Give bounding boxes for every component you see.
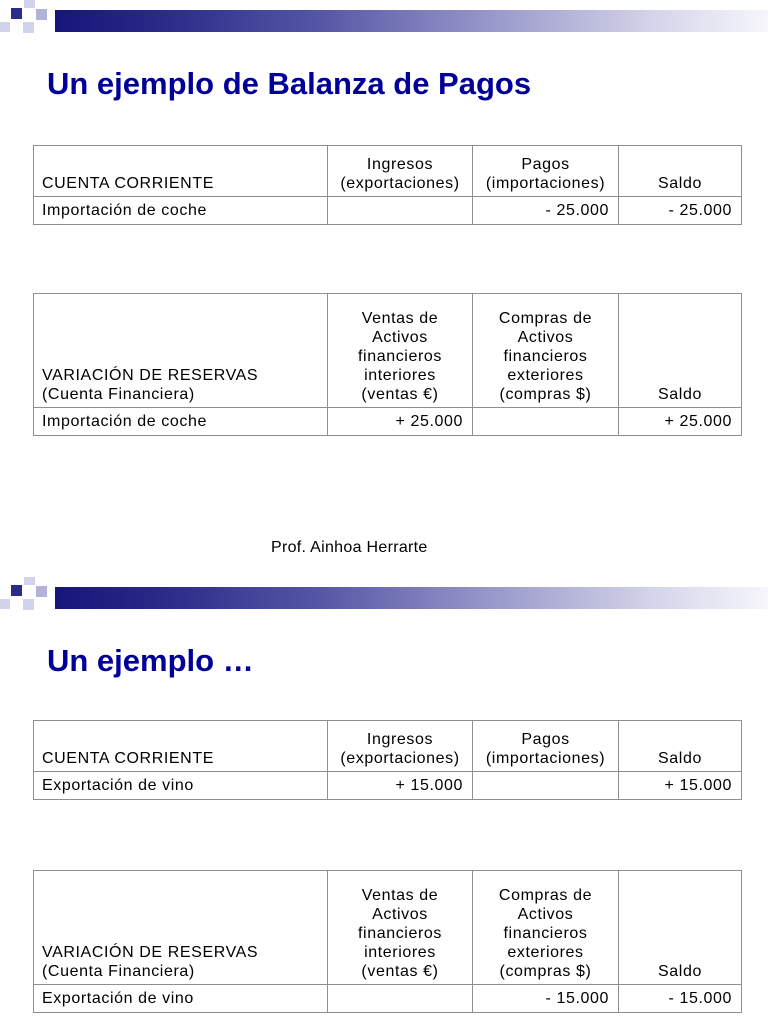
table-header-cell: Pagos (importaciones) xyxy=(473,146,619,197)
table-cell: - 25.000 xyxy=(473,197,619,225)
decoration-square xyxy=(24,0,35,8)
header-decoration xyxy=(0,0,768,36)
table-cell: - 15.000 xyxy=(473,985,619,1013)
decoration-square xyxy=(23,599,34,610)
decoration-square xyxy=(11,585,22,596)
slide-title: Un ejemplo de Balanza de Pagos xyxy=(47,66,532,101)
table-header-row xyxy=(34,721,742,772)
slide-2 xyxy=(0,577,768,1024)
table-cell: + 25.000 xyxy=(328,408,473,436)
table-cell: + 15.000 xyxy=(328,772,473,800)
decoration-square xyxy=(0,22,10,32)
table-header-cell: VARIACIÓN DE RESERVAS (Cuenta Financiera) xyxy=(34,871,328,985)
table-header-cell: Compras de Activos financieros exteriores (compras $) xyxy=(473,871,619,985)
table-header-cell: Ventas de Activos financieros interiores (ventas €) xyxy=(328,871,473,985)
table-header-cell: Ingresos (exportaciones) xyxy=(328,146,473,197)
decoration-square xyxy=(11,8,22,19)
table-cell: Importación de coche xyxy=(34,197,328,225)
table-cell: Importación de coche xyxy=(34,408,328,436)
table-cell: + 15.000 xyxy=(619,772,742,800)
table-row xyxy=(34,408,742,436)
decoration-square xyxy=(23,22,34,33)
table-header-cell: Saldo xyxy=(619,146,742,197)
table-header-row xyxy=(34,294,742,408)
table-cell: + 25.000 xyxy=(619,408,742,436)
table-header-cell: Compras de Activos financieros exteriores (compras $) xyxy=(473,294,619,408)
table-row xyxy=(34,772,742,800)
reserves-table xyxy=(33,293,742,436)
header-decoration xyxy=(0,577,768,613)
decoration-square xyxy=(0,599,10,609)
table-header-cell: CUENTA CORRIENTE xyxy=(34,146,328,197)
table-cell xyxy=(328,197,473,225)
decoration-square xyxy=(36,9,47,20)
decoration-square xyxy=(36,586,47,597)
table-header-cell: Pagos (importaciones) xyxy=(473,721,619,772)
header-gradient-bar xyxy=(55,587,768,609)
current-account-table xyxy=(33,720,742,800)
decoration-square xyxy=(24,577,35,585)
table-header-cell: VARIACIÓN DE RESERVAS (Cuenta Financiera) xyxy=(34,294,328,408)
current-account-table xyxy=(33,145,742,225)
table-cell: - 15.000 xyxy=(619,985,742,1013)
table-cell: Exportación de vino xyxy=(34,772,328,800)
table-header-cell: Saldo xyxy=(619,721,742,772)
reserves-table xyxy=(33,870,742,1013)
table-cell xyxy=(473,772,619,800)
table-cell xyxy=(328,985,473,1013)
table-header-cell: Ventas de Activos financieros interiores (ventas €) xyxy=(328,294,473,408)
header-gradient-bar xyxy=(55,10,768,32)
table-header-row xyxy=(34,871,742,985)
table-cell: Exportación de vino xyxy=(34,985,328,1013)
slide-footer-author: Prof. Ainhoa Herrarte xyxy=(271,539,428,556)
slide-title: Un ejemplo … xyxy=(47,643,254,678)
table-header-cell: Ingresos (exportaciones) xyxy=(328,721,473,772)
table-row xyxy=(34,197,742,225)
table-cell: - 25.000 xyxy=(619,197,742,225)
table-row xyxy=(34,985,742,1013)
table-header-cell: Saldo xyxy=(619,294,742,408)
table-header-cell: CUENTA CORRIENTE xyxy=(34,721,328,772)
table-header-cell: Saldo xyxy=(619,871,742,985)
table-cell xyxy=(473,408,619,436)
table-header-row xyxy=(34,146,742,197)
